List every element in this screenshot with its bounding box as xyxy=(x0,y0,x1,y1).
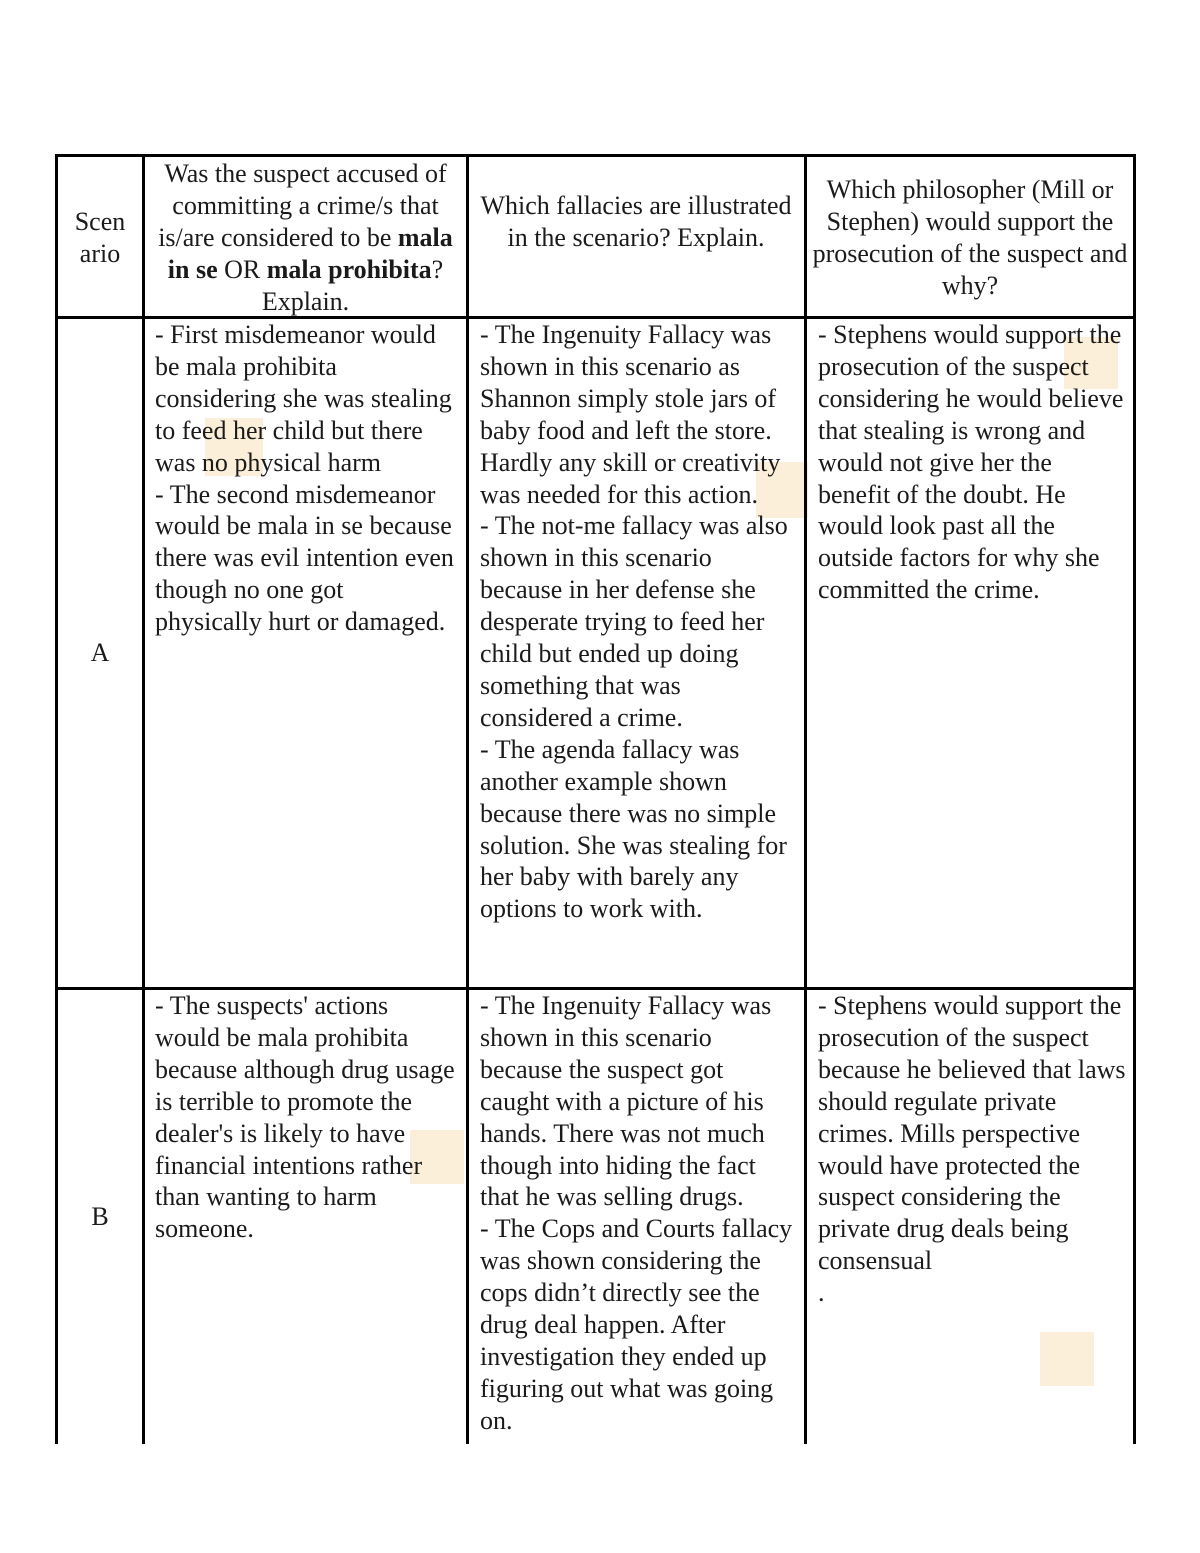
row-a-mala-para: - First misdemeanor would be mala prohibita considering she was stealing to feed her child but there was no physical harm xyxy=(155,320,452,477)
table-border xyxy=(55,154,58,1444)
header-scenario xyxy=(60,206,140,270)
table-border xyxy=(466,154,469,1444)
row-b-philosopher-para: - Stephens would support the prosecution of the suspect because he believed that laws should regulate private crimes. Mills perspective would have protected the suspect considering the private drug deals being consensual xyxy=(818,991,1126,1276)
row-a-fallacies-para: - The agenda fallacy was another example shown because there was no simple solution. She was stealing for her baby with barely any options to work with. xyxy=(480,734,787,924)
header-mala-prohibita: mala prohibita xyxy=(266,254,432,284)
scenario-label-b xyxy=(60,1202,140,1232)
header-mala-in-se: mala in se xyxy=(167,222,453,284)
row-b-fallacies-para: - The Cops and Courts fallacy was shown considering the cops didn’t directly see the drug deal happen. After investigation they ended up figuring out what was going on. xyxy=(480,1214,793,1435)
row-a-philosopher-para: - Stephens would support the prosecution of the suspect considering he would believe that stealing is wrong and would not give her the benefit of the doubt. He would look past all the outside factors for why she committed the crime. xyxy=(818,320,1124,605)
row-b-mala-cell xyxy=(155,990,455,1245)
header-scenario-text: Scen ario xyxy=(74,207,126,268)
header-philosopher-text: Which philosopher (Mill or Stephen) would support the prosecution of the suspect and why? xyxy=(812,175,1128,300)
header-mala xyxy=(148,158,463,318)
row-b-philosopher-cell xyxy=(818,990,1126,1309)
header-mala-text: Was the suspect accused of committing a crime/s that is/are considered to be xyxy=(158,159,447,252)
scenario-letter: A xyxy=(90,638,110,667)
row-a-mala-cell xyxy=(155,319,455,638)
table-border xyxy=(804,154,807,1444)
row-a-fallacies-para: - The Ingenuity Fallacy was shown in this scenario as Shannon simply stole jars of baby food and left the store. Hardly any skill or creativity was needed for this action. xyxy=(480,320,781,509)
row-a-mala-para: - The second misdemeanor would be mala in se because there was evil intention even though no one got physically hurt or damaged. xyxy=(155,479,454,637)
table-border xyxy=(55,154,1136,157)
table-border xyxy=(1133,154,1136,1444)
scenario-label-a xyxy=(60,638,140,668)
row-b-mala-para: - The suspects' actions would be mala prohibita because although drug usage is terrible to promote the dealer's is likely to have financial intentions rather than wanting to harm someone. xyxy=(155,991,455,1244)
row-b-philosopher-para: . xyxy=(818,1278,825,1308)
row-a-philosopher-cell xyxy=(818,319,1126,606)
header-or: OR xyxy=(224,254,261,284)
highlight-mark xyxy=(1040,1332,1094,1386)
row-a-fallacies-cell xyxy=(480,319,798,925)
row-b-fallacies-para: - The Ingenuity Fallacy was shown in this scenario because the suspect got caught with a picture of his hands. There was not much though into hiding the fact that he was selling drugs. xyxy=(480,991,772,1212)
table-border xyxy=(142,154,145,1444)
header-explain: ? Explain. xyxy=(261,254,444,316)
header-fallacies-text: Which fallacies are illustrated in the scenario? Explain. xyxy=(480,191,792,252)
header-fallacies xyxy=(474,190,798,254)
scenario-letter: B xyxy=(91,1202,109,1231)
header-philosopher xyxy=(810,174,1130,302)
row-b-fallacies-cell xyxy=(480,990,798,1437)
row-a-fallacies-para: - The not-me fallacy was also shown in this scenario because in her defense she desperate trying to feed her child but ended up doing something that was considered a crime. xyxy=(480,511,788,732)
